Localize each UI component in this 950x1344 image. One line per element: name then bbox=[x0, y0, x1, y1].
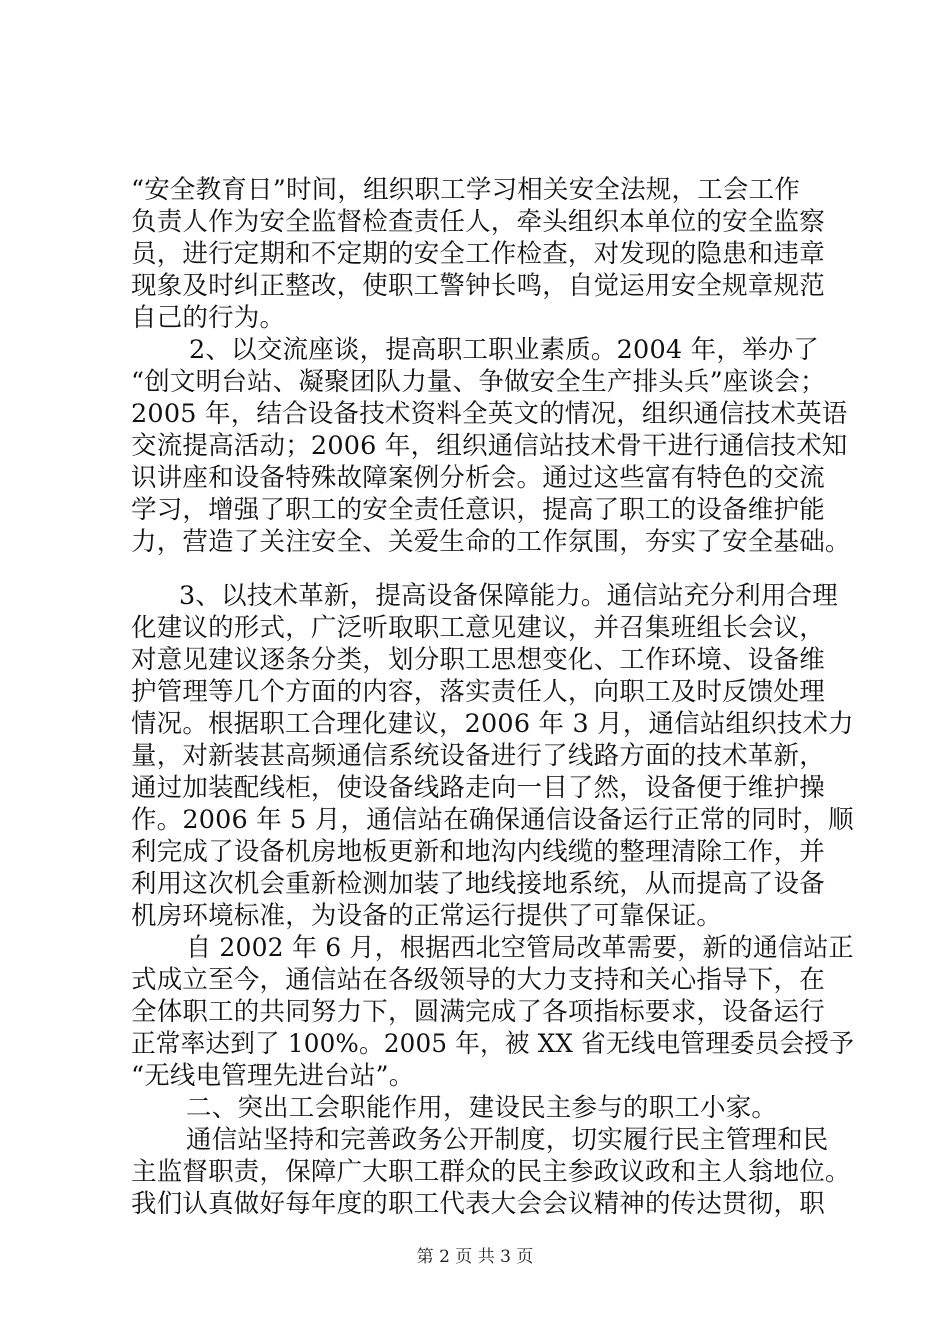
body-line: 学习，增强了职工的安全责任意识，提高了职工的设备维护能 bbox=[131, 495, 825, 525]
body-line: 主监督职责，保障广大职工群众的民主参政议政和主人翁地位。 bbox=[131, 1157, 851, 1187]
body-line: 2、以交流座谈，提高职工职业素质。2004 年，举办了 bbox=[189, 335, 820, 365]
body-line: 负责人作为安全监督检查责任人，牵头组织本单位的安全监察 bbox=[131, 207, 825, 237]
body-line: 作。2006 年 5 月，通信站在确保通信设备运行正常的同时，顺 bbox=[131, 805, 854, 835]
body-line: 全体职工的共同努力下，圆满完成了各项指标要求，设备运行 bbox=[131, 997, 825, 1027]
body-line: 2005 年，结合设备技术资料全英文的情况，组织通信技术英语 bbox=[131, 399, 848, 429]
body-line: 员，进行定期和不定期的安全工作检查，对发现的隐患和违章 bbox=[131, 239, 825, 269]
body-line: 力，营造了关注安全、关爱生命的工作氛围，夯实了安全基础。 bbox=[131, 527, 851, 557]
body-line: 我们认真做好每年度的职工代表大会会议精神的传达贯彻，职 bbox=[131, 1189, 825, 1219]
body-line: 通信站坚持和完善政务公开制度，切实履行民主管理和民 bbox=[186, 1125, 829, 1155]
body-line: 自 2002 年 6 月，根据西北空管局改革需要，新的通信站正 bbox=[186, 933, 854, 963]
body-line: 对意见建议逐条分类，划分职工思想变化、工作环境、设备维 bbox=[131, 645, 825, 675]
body-line: 利完成了设备机房地板更新和地沟内线缆的整理清除工作，并 bbox=[131, 837, 825, 867]
body-line: 护管理等几个方面的内容，落实责任人，向职工及时反馈处理 bbox=[131, 677, 825, 707]
body-line: 量，对新装甚高频通信系统设备进行了线路方面的技术革新， bbox=[131, 741, 825, 771]
body-line: “创文明台站、凝聚团队力量、争做安全生产排头兵”座谈会； bbox=[131, 367, 826, 397]
section-heading: 二、突出工会职能作用，建设民主参与的职工小家。 bbox=[186, 1093, 778, 1123]
body-line: “安全教育日”时间，组织职工学习相关安全法规，工会工作 bbox=[131, 175, 800, 205]
page-number-footer: 第 2 页 共 3 页 bbox=[416, 1247, 534, 1267]
body-line: 情况。根据职工合理化建议，2006 年 3 月，通信站组织技术力 bbox=[131, 709, 854, 739]
body-line: 现象及时纠正整改，使职工警钟长鸣，自觉运用安全规章规范 bbox=[131, 271, 825, 301]
body-line: 自己的行为。 bbox=[131, 303, 286, 333]
body-line: 正常率达到了 100%。2005 年，被 XX 省无线电管理委员会授予 bbox=[131, 1029, 855, 1059]
body-line: 识讲座和设备特殊故障案例分析会。通过这些富有特色的交流 bbox=[131, 463, 825, 493]
body-line: 机房环境标准，为设备的正常运行提供了可靠保证。 bbox=[131, 901, 723, 931]
body-line: 3、以技术革新，提高设备保障能力。通信站充分利用合理 bbox=[179, 581, 838, 611]
body-line: “无线电管理先进台站”。 bbox=[131, 1061, 415, 1091]
body-line: 通过加装配线柜，使设备线路走向一目了然，设备便于维护操 bbox=[131, 773, 825, 803]
body-line: 化建议的形式，广泛听取职工意见建议，并召集班组长会议， bbox=[131, 613, 825, 643]
body-line: 交流提高活动；2006 年，组织通信站技术骨干进行通信技术知 bbox=[131, 431, 848, 461]
body-line: 利用这次机会重新检测加装了地线接地系统，从而提高了设备 bbox=[131, 869, 825, 899]
body-line: 式成立至今，通信站在各级领导的大力支持和关心指导下，在 bbox=[131, 965, 825, 995]
